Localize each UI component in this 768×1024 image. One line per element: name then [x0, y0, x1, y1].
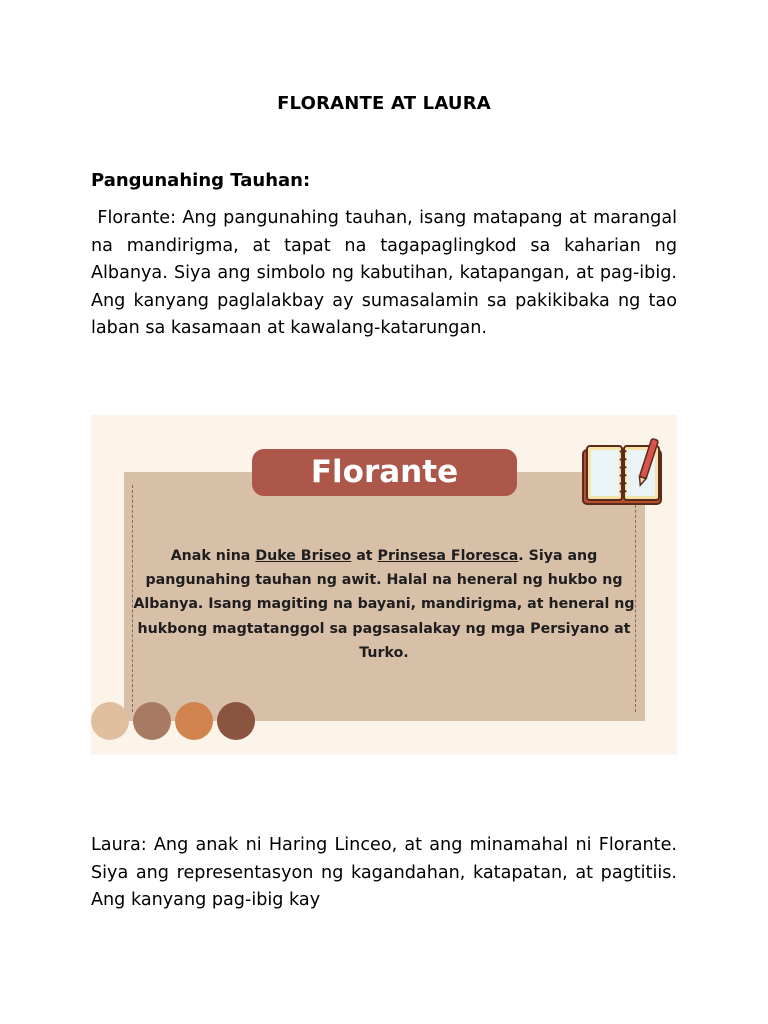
paragraph-florante [91, 205, 677, 343]
description-text-2: at [351, 548, 378, 564]
description-text-3: . Siya ang pangunahing tauhan ng awit. Halal na heneral ng hukbo ng Albanya. Isang magiting na bayani, mandirigma, at heneral ng hukbong magtatanggol sa pagsasalakay ng mga Persiyano at Turko. [133, 548, 635, 661]
paragraph-florante-text: Florante: Ang pangunahing tauhan, isang matapang at marangal na mandirigma, at tapat na tagapaglingkod sa kaharian ng Albanya. Siya ang simbolo ng kabutihan, katapangan, at pag-ibig. Ang kanyang paglalakbay ay sumasalamin sa pakikibaka ng tao laban sa kasamaan at kawalang-katarungan. [91, 208, 677, 339]
section-heading: Pangunahing Tauhan: [91, 170, 311, 191]
duke-briseo-link: Duke Briseo [255, 548, 352, 564]
prinsesa-floresca-link: Prinsesa Floresca [377, 548, 519, 564]
florante-label: Florante [252, 449, 517, 496]
palette-dot-4 [217, 702, 255, 740]
document-title: FLORANTE AT LAURA [277, 93, 491, 114]
palette-dot-2 [133, 702, 171, 740]
palette-dot-3 [175, 702, 213, 740]
paragraph-laura: Laura: Ang anak ni Haring Linceo, at ang minamahal ni Florante. Siya ang representasyon ng kagandahan, katapatan, at pagtitiis. Ang kanyang pag-ibig kay [91, 835, 677, 911]
florante-description [126, 544, 642, 665]
florante-figure [91, 415, 677, 755]
description-text-1: Anak nina [170, 548, 256, 564]
palette-dot-1 [91, 702, 129, 740]
notebook-icon [580, 436, 666, 508]
